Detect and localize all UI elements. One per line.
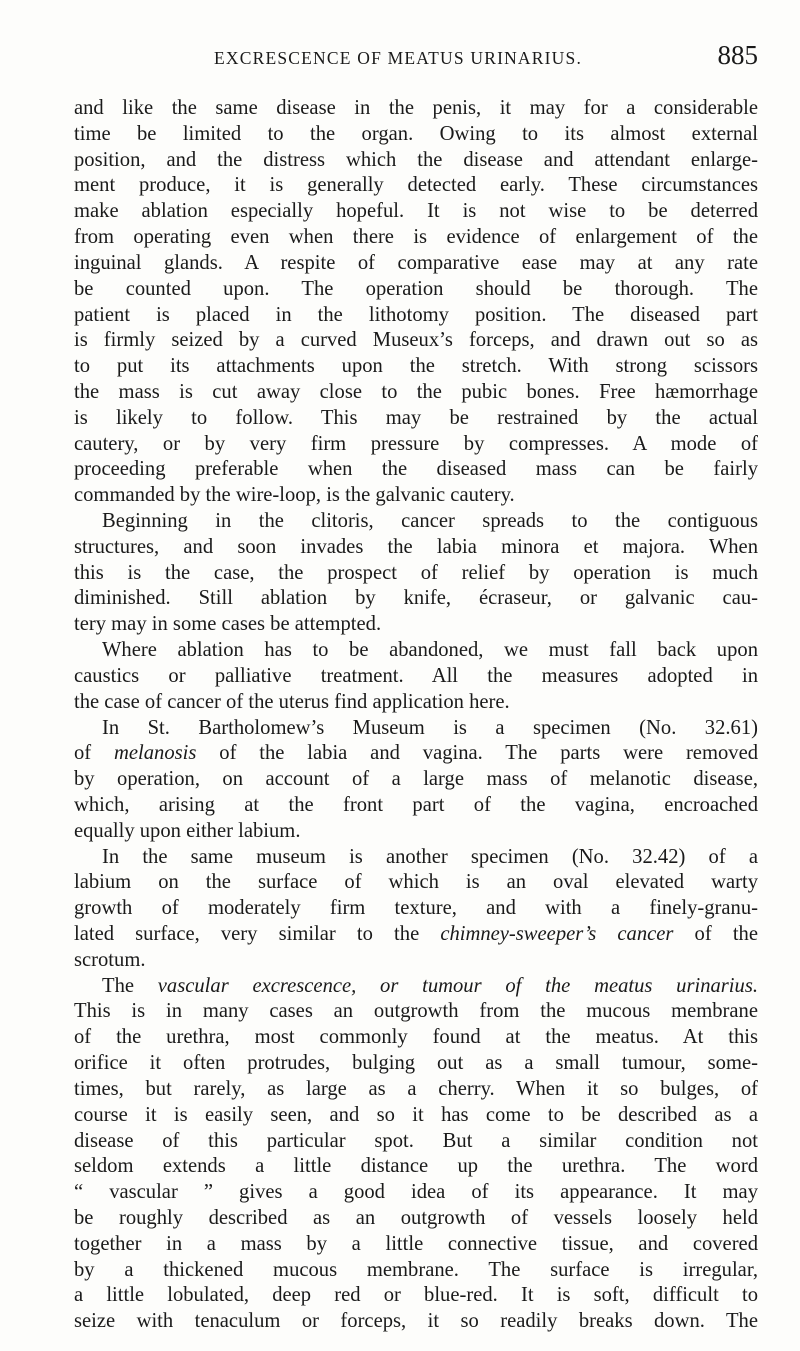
text-line xyxy=(74,974,758,1000)
italic-term: chimney-sweeper’s cancer xyxy=(440,923,674,945)
text-line: from operating even when there is evidence of enlargement of the xyxy=(74,226,758,249)
line-segment: The xyxy=(102,974,158,997)
text-line: make ablation especially hopeful. It is not wise to be deterred xyxy=(74,200,758,223)
text-line: is likely to follow. This may be restrained by the actual xyxy=(74,406,758,429)
text-line: is firmly seized by a curved Museux’s forceps, and drawn out so as xyxy=(74,329,758,352)
text-line: scrotum. xyxy=(74,948,146,971)
text-line: cautery, or by very firm pressure by compresses. A mode of xyxy=(74,432,758,455)
line-segment: of the labia and vagina. The parts were removed xyxy=(196,742,759,765)
text-line: seldom extends a little distance up the urethra. The word xyxy=(74,1155,758,1178)
text-line: growth of moderately firm texture, and with a finely-granu- xyxy=(74,897,758,920)
text-line: labium on the surface of which is an oval elevated warty xyxy=(74,871,758,894)
text-line: of the urethra, most commonly found at the meatus. At this xyxy=(74,1026,758,1049)
text-line: together in a mass by a little connective tissue, and covered xyxy=(74,1232,758,1255)
body-text xyxy=(74,96,758,1335)
line-segment: of the xyxy=(673,923,758,945)
running-title: EXCRESCENCE OF MEATUS URINARIUS. xyxy=(214,48,583,68)
text-line: structures, and soon invades the labia minora et majora. When xyxy=(74,535,758,558)
text-line: this is the case, the prospect of relief by operation is much xyxy=(74,561,758,584)
text-line: disease of this particular spot. But a similar condition not xyxy=(74,1129,758,1152)
text-line: In St. Bartholomew’s Museum is a specimen (No. 32.61) xyxy=(102,716,758,739)
text-line: This is in many cases an outgrowth from the mucous membrane xyxy=(74,1000,758,1023)
text-line: commanded by the wire-loop, is the galvanic cautery. xyxy=(74,484,515,507)
text-line: “ vascular ” gives a good idea of its appearance. It may xyxy=(74,1181,758,1204)
text-line: and like the same disease in the penis, it may for a considerable xyxy=(74,97,758,119)
line-segment: of xyxy=(74,742,115,765)
text-line: be roughly described as an outgrowth of vessels loosely held xyxy=(74,1206,758,1229)
text-line: be counted upon. The operation should be thorough. The xyxy=(74,277,758,300)
text-line: caustics or palliative treatment. All the measures adopted in xyxy=(74,664,758,687)
text-line: Beginning in the clitoris, cancer spreads to the contiguous xyxy=(102,510,758,532)
running-head xyxy=(74,40,758,80)
text-line: orifice it often protrudes, bulging out as a small tumour, some- xyxy=(74,1052,758,1075)
line-segment: lated surface, very similar to the xyxy=(74,923,441,945)
text-line: In the same museum is another specimen (No. 32.42) of a xyxy=(102,845,758,868)
text-line: by a thickened mucous membrane. The surface is irregular, xyxy=(74,1258,758,1281)
text-line: the case of cancer of the uterus find application here. xyxy=(74,690,510,713)
text-line: ment produce, it is generally detected early. These circumstances xyxy=(74,174,758,197)
text-line: Where ablation has to be abandoned, we must fall back upon xyxy=(102,639,758,662)
page-number: 885 xyxy=(717,40,758,70)
text-line: the mass is cut away close to the pubic bones. Free hæmorrhage xyxy=(74,380,758,403)
text-line: patient is placed in the lithotomy position. The diseased part xyxy=(74,303,758,326)
text-line: course it is easily seen, and so it has come to be described as a xyxy=(74,1103,758,1126)
text-line: which, arising at the front part of the vagina, encroached xyxy=(74,793,758,816)
italic-term: vascular excrescence, or tumour of the meatus urinarius. xyxy=(157,974,758,997)
italic-term: melanosis xyxy=(114,742,197,765)
text-line: position, and the distress which the disease and attendant enlarge- xyxy=(74,148,758,171)
text-line: diminished. Still ablation by knife, écraseur, or galvanic cau- xyxy=(74,587,758,610)
text-line: inguinal glands. A respite of comparative ease may at any rate xyxy=(74,251,758,274)
text-line: times, but rarely, as large as a cherry. When it so bulges, of xyxy=(74,1077,758,1100)
text-line: equally upon either labium. xyxy=(74,819,301,842)
text-line: seize with tenaculum or forceps, it so readily breaks down. The xyxy=(74,1310,758,1333)
text-line: tery may in some cases be attempted. xyxy=(74,613,382,636)
text-line xyxy=(74,922,758,948)
text-line: to put its attachments upon the stretch. With strong scissors xyxy=(74,355,758,378)
text-line xyxy=(74,741,758,767)
text-line: by operation, on account of a large mass of melanotic disease, xyxy=(74,768,758,791)
text-line: proceeding preferable when the diseased mass can be fairly xyxy=(74,458,758,481)
text-line: time be limited to the organ. Owing to its almost external xyxy=(74,122,758,145)
text-line: a little lobulated, deep red or blue-red. It is soft, difficult to xyxy=(74,1284,758,1307)
